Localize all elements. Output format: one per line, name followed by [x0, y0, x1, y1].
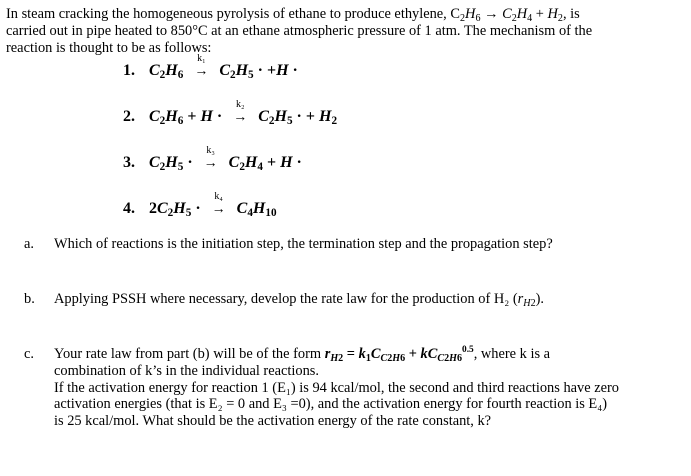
- intro-line-1: In steam cracking the homogeneous pyrolysis of ethane to produce ethylene, $C_2H_6 \to C_2H_4 + H_2$, is: [6, 6, 580, 24]
- question-c-line-5: is 25 kcal/mol. What should be the activation energy of the rate constant, k?: [54, 413, 492, 430]
- intro-line-3: reaction is thought to be as follows:: [6, 39, 212, 56]
- reaction-2: 2. $C_2H_6 + H$ · k₂ → $C_2H_5$ · + $H_2$: [123, 99, 338, 127]
- reaction-arrow: k₃ →: [203, 145, 218, 171]
- reaction-arrow: k₁ →: [194, 53, 209, 79]
- intro-paragraph: [6, 6, 684, 56]
- question-c-line-2: combination of k’s in the individual reactions.: [54, 362, 319, 379]
- question-c-line-1: Your rate law from part (b) will be of the form $r_{H2} = k_1C_{C2H6} + kC_{C2H6}^{0.5}$, where k is a: [54, 345, 551, 364]
- question-c-line-3: If the activation energy for reaction 1 (E₁) is 94 kcal/mol, the second and third reactions have zero: [54, 379, 619, 396]
- problem-page: In steam cracking the homogeneous pyrolysis of ethane to produce ethylene, $C_2H_6 \to C_2H_4 + H_2$, is carried out in pipe heated to 850°C at an ethane atmospheric pressure of 1 atm. The mechanism of the reaction is thought to be as follows: 1. $C_2H_6$ k₁ → $C_2H_5 \cdot +H$ · 2. $C_2H_6 + H$ · k₂ → $C_2H_5$ · + $H_2$ 3. $C_2H_5$ · k₃ → $C_2H_4 + H$ · 4. $2C_2H_5$ · k₄ → $C_4H_{10}$ a. Which of reactions is the initiation step, the termination step and the propagation step? b. Applying PSSH where necessary, develop the rate law for the production of H₂ $(r_{H2})$. c. Your rate law from part (b) will be of the form $r_{H2} = k_1C_{C2H6} + kC_{C2H6}^{0.5}$, where k is a combination of k’s in the individual reactions. If the activation energy for reaction 1 (E₁) is 94 kcal/mol, the second and third reactions have zero activation energies (that is E₂ = 0 and E₃ =0), and the activation energy for fourth reaction is E₄) is 25 kcal/mol. What should be the activation energy of the rate constant, k?: [0, 0, 691, 476]
- reaction-3: 3. $C_2H_5$ · k₃ → $C_2H_4 + H$ ·: [123, 145, 302, 173]
- reaction-arrow: k₂ →: [233, 99, 248, 125]
- reaction-arrow: k₄ →: [211, 191, 226, 217]
- intro-line-2: carried out in pipe heated to 850°C at an ethane atmospheric pressure of 1 atm. The mechanism of the: [6, 22, 593, 39]
- question-c-line-4: activation energies (that is E₂ = 0 and E₃ =0), and the activation energy for fourth reaction is E₄): [54, 396, 608, 413]
- reaction-4: 4. $2C_2H_5$ · k₄ → $C_4H_{10}$: [123, 191, 277, 219]
- reaction-1: 1. $C_2H_6$ k₁ → $C_2H_5 \cdot +H$ ·: [123, 53, 298, 81]
